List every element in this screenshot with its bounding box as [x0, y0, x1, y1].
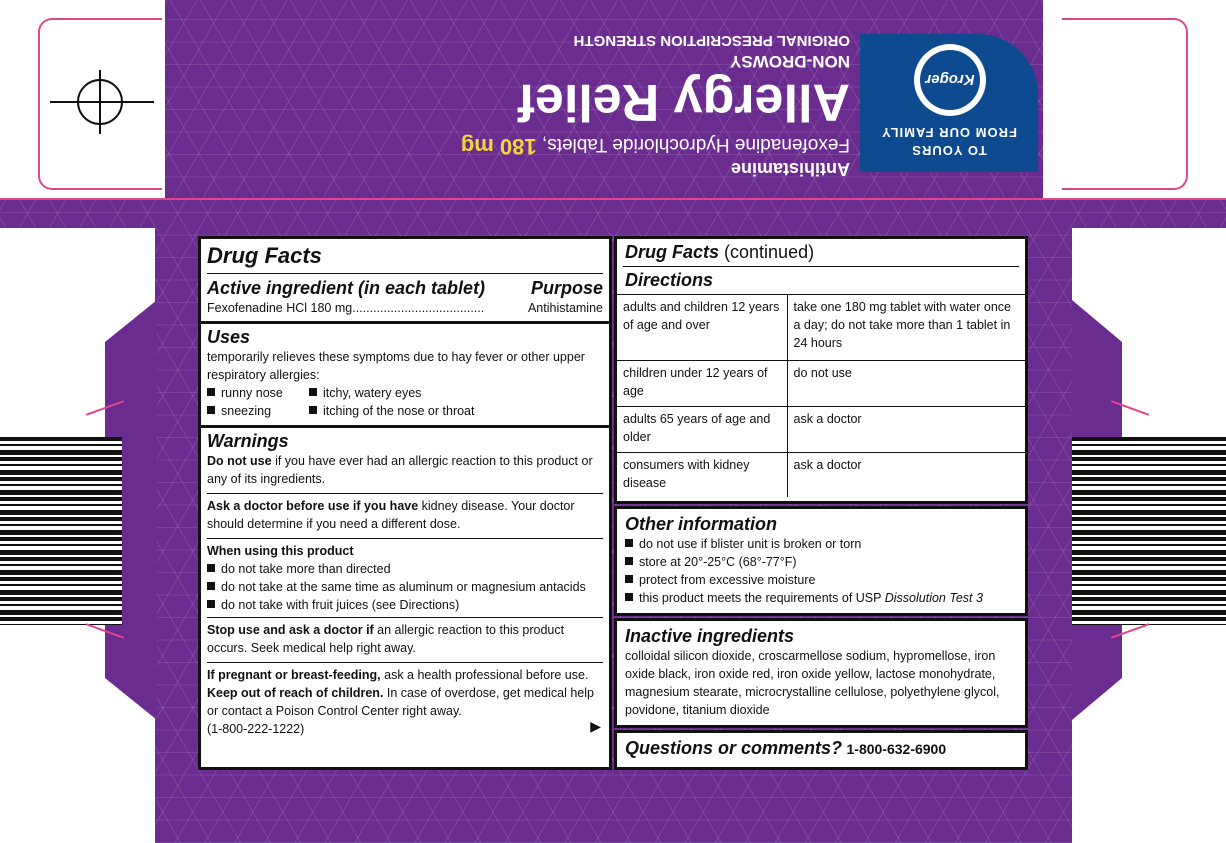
list-item: sneezing — [207, 402, 309, 420]
drug-facts-title: Drug Facts — [207, 243, 322, 268]
drug-facts-left-panel — [198, 236, 612, 770]
kroger-tagline-1: FROM OUR FAMILY — [881, 125, 1017, 140]
questions-label: Questions or comments? — [625, 738, 843, 758]
inactive-ingredients-heading: Inactive ingredients — [625, 626, 795, 646]
list-item: protect from excessive moisture — [625, 571, 1017, 589]
inactive-ingredients-box — [614, 618, 1028, 728]
directions-heading: Directions — [625, 270, 714, 290]
other-information-box — [614, 506, 1028, 616]
list-item: do not take at the same time as aluminum or magnesium antacids — [207, 578, 603, 596]
drug-facts-right-panel — [614, 236, 1028, 770]
list-item: do not take more than directed — [207, 560, 603, 578]
list-item: runny nose — [207, 384, 309, 402]
uses-text: temporarily relieves these symptoms due to hay fever or other upper respiratory allergies: — [207, 350, 585, 382]
table-row: consumers with kidney disease ask a doctor — [617, 453, 1025, 497]
directions-box — [614, 236, 1028, 504]
table-row: adults and children 12 years of age and over take one 180 mg tablet with water once a day; do not take more than 1 tablet in 24 hours — [617, 295, 1025, 361]
questions-phone: 1-800-632-6900 — [846, 741, 947, 757]
product-subtitle: Fexofenadine Hydrochloride Tablets, 180 mg — [460, 134, 850, 159]
active-ingredient-heading: Active ingredient (in each tablet) — [207, 278, 486, 298]
inactive-ingredients-text: colloidal silicon dioxide, croscarmellose sodium, hypromellose, iron oxide black, iron oxide red, iron oxide yellow, lactose monohydrate, magnesium stearate, microcrystalline cellulose, polyethylene glycol, povidone, titanium dioxide — [625, 649, 1000, 717]
list-item: do not use if blister unit is broken or torn — [625, 535, 1017, 553]
top-right-flap — [1062, 18, 1188, 190]
when-using: When using this product do not take more than directed do not take at the same time as aluminum or magnesium antacids do not take with fruit juices (see Directions) — [207, 539, 603, 617]
poison-control-phone: (1-800-222-1222) — [207, 722, 305, 736]
list-item: store at 20°-25°C (68°-77°F) — [625, 553, 1017, 571]
cut-line — [0, 198, 1226, 200]
stop-use: Stop use and ask a doctor if an allergic reaction to this product occurs. Seek medical help right away. — [207, 623, 565, 655]
product-class: Antihistamine — [730, 159, 850, 179]
continued-title: Drug Facts (continued) — [625, 242, 815, 262]
pregnant-keep-out: If pregnant or breast-feeding, ask a health professional before use. Keep out of reach of children. In case of overdose, get medical help or contact a Poison Control Center right away. (1-800-222-1222) ▶ — [207, 668, 601, 736]
non-drowsy: NON-DROWSY — [730, 52, 850, 71]
divider — [207, 273, 603, 274]
purpose-value: Antihistamine — [527, 301, 603, 315]
questions-box — [614, 730, 1028, 770]
product-name: Allergy Relief — [517, 73, 850, 131]
active-ingredient-line — [207, 299, 603, 319]
purpose-heading: Purpose — [530, 278, 603, 298]
list-item: itching of the nose or throat — [309, 402, 603, 420]
carton-main-panel — [0, 200, 1226, 843]
list-item: do not take with fruit juices (see Directions) — [207, 596, 603, 614]
table-row: adults 65 years of age and older ask a doctor — [617, 407, 1025, 453]
do-not-use: Do not use if you have ever had an allergic reaction to this product or any of its ingredients. — [207, 454, 593, 486]
registration-mark-icon — [50, 70, 154, 134]
list-item: this product meets the requirements of USP Dissolution Test 3 — [625, 589, 1017, 607]
kroger-logo — [914, 44, 986, 116]
uses-heading: Uses — [207, 327, 251, 347]
kroger-block — [860, 34, 1038, 172]
other-information-heading: Other information — [625, 514, 777, 534]
left-barcode — [0, 437, 122, 625]
directions-table — [617, 294, 1025, 497]
kroger-logo-inner — [920, 50, 980, 110]
active-ingredient-row — [207, 277, 603, 299]
right-barcode — [1072, 437, 1226, 625]
leader-dots: ...................................... — [352, 301, 485, 315]
product-strength: 180 mg — [460, 134, 537, 159]
uses-section — [201, 321, 609, 425]
kroger-wordmark: Kroger — [925, 71, 975, 89]
headline: ORIGINAL PRESCRIPTION STRENGTH — [573, 32, 850, 49]
list-item: itchy, watery eyes — [309, 384, 603, 402]
kroger-tagline-2: TO YOURS — [911, 143, 987, 158]
ask-doctor: Ask a doctor before use if you have kidney disease. Your doctor should determine if you need a different dose. — [207, 499, 575, 531]
active-ingredient-name: Fexofenadine HCl 180 mg — [207, 301, 353, 315]
warnings-heading: Warnings — [207, 431, 289, 451]
warnings-section — [201, 425, 609, 741]
uses-list — [207, 384, 603, 423]
drug-facts-header — [201, 239, 609, 321]
table-row: children under 12 years of age do not use — [617, 361, 1025, 407]
continue-arrow-icon: ▶ — [590, 718, 601, 734]
top-label-text — [380, 10, 850, 180]
